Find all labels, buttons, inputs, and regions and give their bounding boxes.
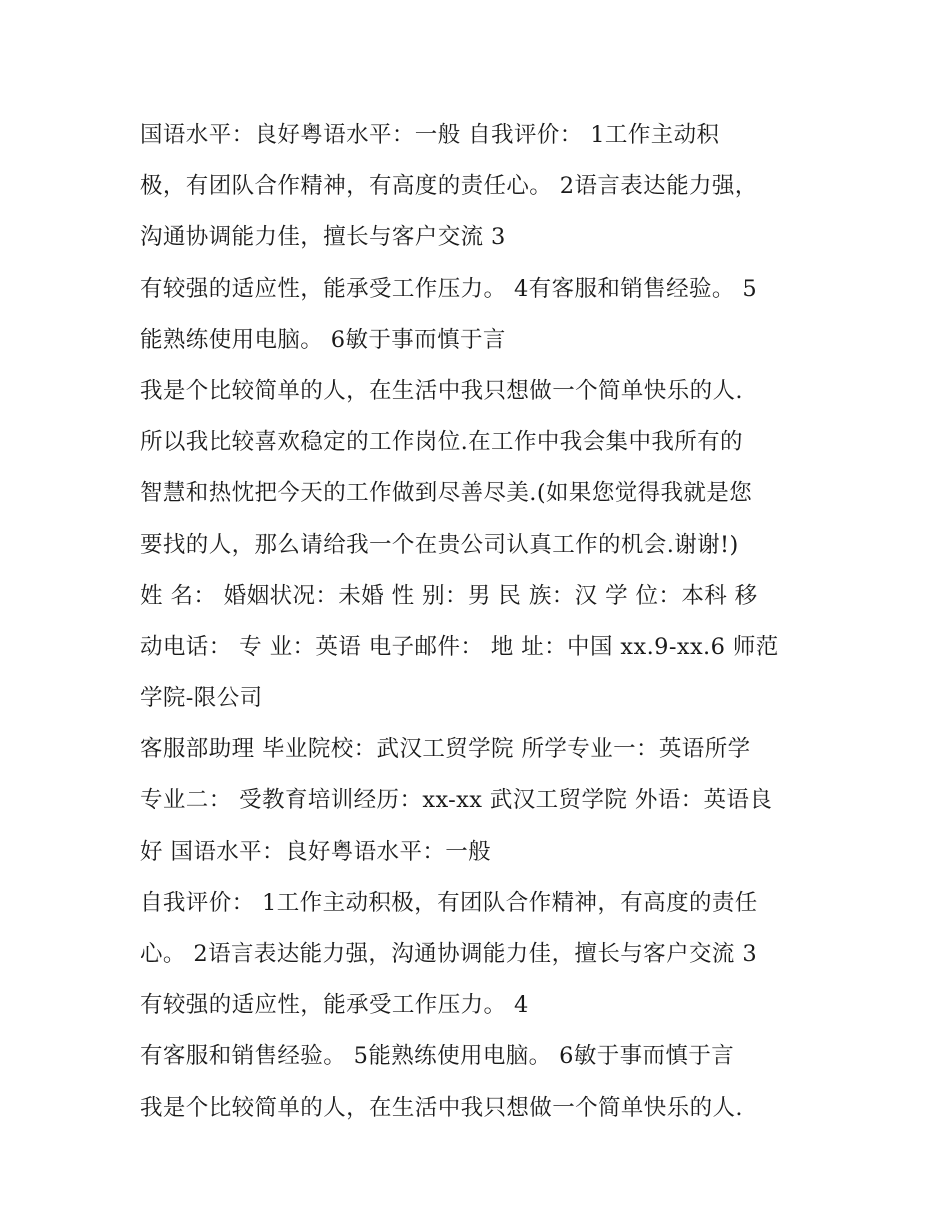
text-line: 有客服和销售经验。 5能熟练使用电脑。 6敏于事而慎于言 (140, 1043, 735, 1070)
text-line: 有较强的适应性，能承受工作压力。 4 (140, 992, 529, 1019)
text-line: 我是个比较简单的人，在生活中我只想做一个简单快乐的人. (140, 377, 743, 404)
document-body (140, 110, 820, 1134)
text-line: 所以我比较喜欢稳定的工作岗位.在工作中我会集中我所有的 (140, 429, 743, 456)
text-line: 沟通协调能力佳，擅长与客户交流 3 (140, 224, 506, 251)
text-line: 国语水平：良好粤语水平：一般 自我评价： 1工作主动积 (140, 122, 720, 148)
text-line: 自我评价： 1工作主动积极，有团队合作精神，有高度的责任 (140, 889, 758, 916)
text-line: 智慧和热忱把今天的工作做到尽善尽美.(如果您觉得我就是您 (140, 480, 753, 507)
text-line: 要找的人，那么请给我一个在贵公司认真工作的机会.谢谢!) (140, 531, 739, 558)
text-line: 我是个比较简单的人，在生活中我只想做一个简单快乐的人. (140, 1094, 743, 1121)
text-line: 姓 名： 婚姻状况：未婚 性 别：男 民 族：汉 学 位：本科 移 (140, 582, 758, 609)
text-line: 心。 2语言表达能力强，沟通协调能力佳，擅长与客户交流 3 (140, 941, 758, 967)
text-line: 有较强的适应性，能承受工作压力。 4有客服和销售经验。 5 (140, 275, 758, 302)
text-line: 能熟练使用电脑。 6敏于事而慎于言 (140, 326, 506, 353)
text-line: 好 国语水平：良好粤语水平：一般 (140, 838, 492, 865)
text-line: 客服部助理 毕业院校：武汉工贸学院 所学专业一：英语所学 (140, 736, 751, 763)
text-line: 专业二： 受教育培训经历：xx-xx 武汉工贸学院 外语：英语良 (140, 787, 773, 814)
text-line: 极，有团队合作精神，有高度的责任心。 2语言表达能力强， (140, 173, 758, 200)
text-line: 学院-限公司 (140, 685, 263, 712)
text-line: 动电话： 专 业：英语 电子邮件： 地 址：中国 xx.9-xx.6 师范 (140, 633, 779, 660)
